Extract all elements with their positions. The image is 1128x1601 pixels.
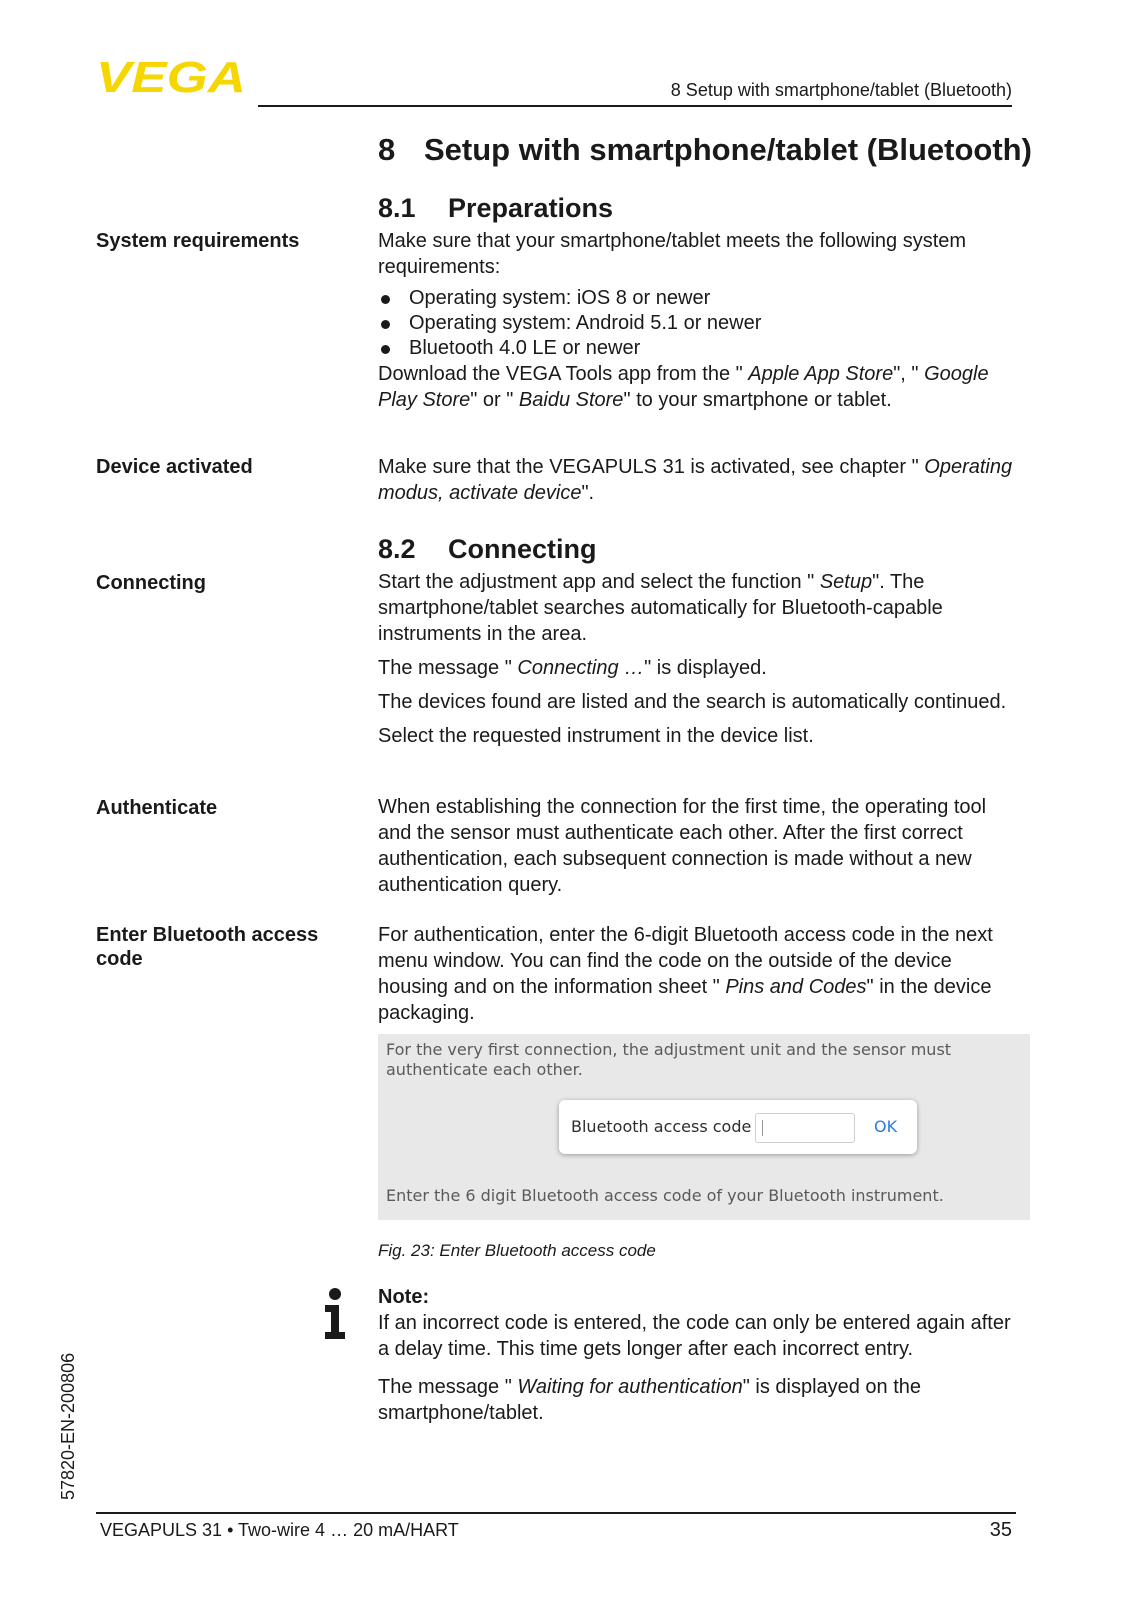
connecting-text: Start the adjustment app and select the function " <box>378 571 820 593</box>
download-text: Download the VEGA Tools app from the " <box>378 363 749 385</box>
list-item: Bluetooth 4.0 LE or newer <box>378 336 1014 361</box>
store-baidu: Baidu Store <box>518 389 624 411</box>
connecting-paragraph-2 <box>378 655 1014 681</box>
connecting-text: ". The smartphone/tablet searches automatically for Bluetooth-capable instruments in the area. <box>378 571 943 645</box>
note-text-suffix: " is displayed on the smartphone/tablet. <box>378 1376 922 1424</box>
section-heading-connecting <box>378 534 597 565</box>
figure-instruction-text: For the very first connection, the adjustment unit and the sensor must authenticate each other. <box>386 1040 952 1079</box>
note-text-prefix: The message " <box>378 1376 518 1398</box>
access-code-suffix: " in the device packaging. <box>378 976 992 1024</box>
access-code-block <box>378 922 1014 1026</box>
chapter-title: Setup with smartphone/tablet (Bluetooth) <box>424 132 1032 167</box>
side-label-access-code: Enter Bluetooth access code <box>96 924 319 970</box>
figure-hint-text: Enter the 6 digit Bluetooth access code of your Bluetooth instrument. <box>386 1186 944 1205</box>
function-reference: Setup <box>819 571 873 593</box>
running-header: 8 Setup with smartphone/tablet (Bluetooth) <box>670 80 1012 100</box>
system-requirements-block <box>378 228 1014 413</box>
note-text: If an incorrect code is entered, the code can only be entered again after a delay time. This time gets longer after each incorrect entry. <box>378 1312 1011 1360</box>
connecting-text: The message " <box>378 657 518 679</box>
side-label-device-activated: Device activated <box>96 456 253 478</box>
chapter-heading <box>378 132 1032 168</box>
figure-caption: Fig. 23: Enter Bluetooth access code <box>378 1241 656 1260</box>
figure-access-code-screenshot <box>378 1034 1030 1220</box>
note-paragraph-2 <box>378 1374 1014 1426</box>
footer-product: VEGAPULS 31 • Two-wire 4 … 20 mA/HART <box>100 1520 459 1540</box>
section-number: 8.2 <box>378 534 416 564</box>
document-code-text: 57820-EN-200806 <box>58 1352 78 1500</box>
download-text: " to your smartphone or tablet. <box>623 389 892 411</box>
device-activated-block <box>378 454 1014 506</box>
info-icon <box>322 1288 348 1340</box>
chapter-reference: Operating modus, activate device <box>378 456 1013 504</box>
device-activated-text <box>378 454 1014 506</box>
access-code-text <box>378 922 1014 1026</box>
logo-wordmark: VEGA <box>96 58 246 98</box>
section-heading-preparations <box>378 193 613 224</box>
section-title: Connecting <box>448 534 597 564</box>
store-google: Google Play Store <box>378 363 989 411</box>
side-label-authenticate: Authenticate <box>96 797 218 819</box>
connecting-paragraph-4: Select the requested instrument in the device list. <box>378 725 814 747</box>
section-title: Preparations <box>448 193 614 223</box>
list-item: Operating system: iOS 8 or newer <box>378 286 1014 311</box>
access-code-input[interactable] <box>755 1113 855 1143</box>
ok-button[interactable]: OK <box>874 1117 898 1136</box>
system-requirements-intro: Make sure that your smartphone/tablet meets the following system requirements: <box>378 230 967 278</box>
access-code-dialog <box>559 1100 917 1154</box>
access-code-label: Bluetooth access code <box>571 1117 752 1136</box>
note-title: Note: <box>378 1286 430 1308</box>
download-separator: ", " <box>893 363 925 385</box>
note-block <box>378 1310 1014 1426</box>
message-reference: Waiting for authentication <box>517 1376 743 1398</box>
connecting-paragraph-3: The devices found are listed and the search is automatically continued. <box>378 691 1007 713</box>
message-reference: Connecting … <box>517 657 645 679</box>
side-label-connecting: Connecting <box>96 572 206 594</box>
connecting-text: " is displayed. <box>644 657 767 679</box>
text-caret <box>762 1120 763 1136</box>
authenticate-text: When establishing the connection for the first time, the operating tool and the sensor must authenticate each other. After the first correct authentication, each subsequent connection is made without a new authentication query. <box>378 796 987 896</box>
document-code <box>58 1330 80 1500</box>
authenticate-block <box>378 794 1014 898</box>
sheet-reference: Pins and Codes <box>725 976 867 998</box>
chapter-number: 8 <box>378 132 396 167</box>
connecting-block <box>378 569 1014 749</box>
download-paragraph <box>378 361 1014 413</box>
vega-logo <box>96 58 248 98</box>
connecting-paragraph-1 <box>378 569 1014 647</box>
access-code-prefix: For authentication, enter the 6-digit Bluetooth access code in the next menu window. You can find the code on the outside of the device housing and on the information sheet " <box>378 924 993 998</box>
store-apple: Apple App Store <box>748 363 894 385</box>
device-activated-suffix: ". <box>581 482 595 504</box>
device-activated-prefix: Make sure that the VEGAPULS 31 is activated, see chapter " <box>378 456 925 478</box>
header-divider <box>258 105 1012 107</box>
list-item: Operating system: Android 5.1 or newer <box>378 311 1014 336</box>
section-number: 8.1 <box>378 193 416 223</box>
requirements-list <box>378 286 1014 361</box>
download-separator: " or " <box>470 389 519 411</box>
side-label-system-requirements: System requirements <box>96 230 300 252</box>
page-number: 35 <box>989 1519 1012 1541</box>
footer-divider <box>96 1512 1016 1514</box>
